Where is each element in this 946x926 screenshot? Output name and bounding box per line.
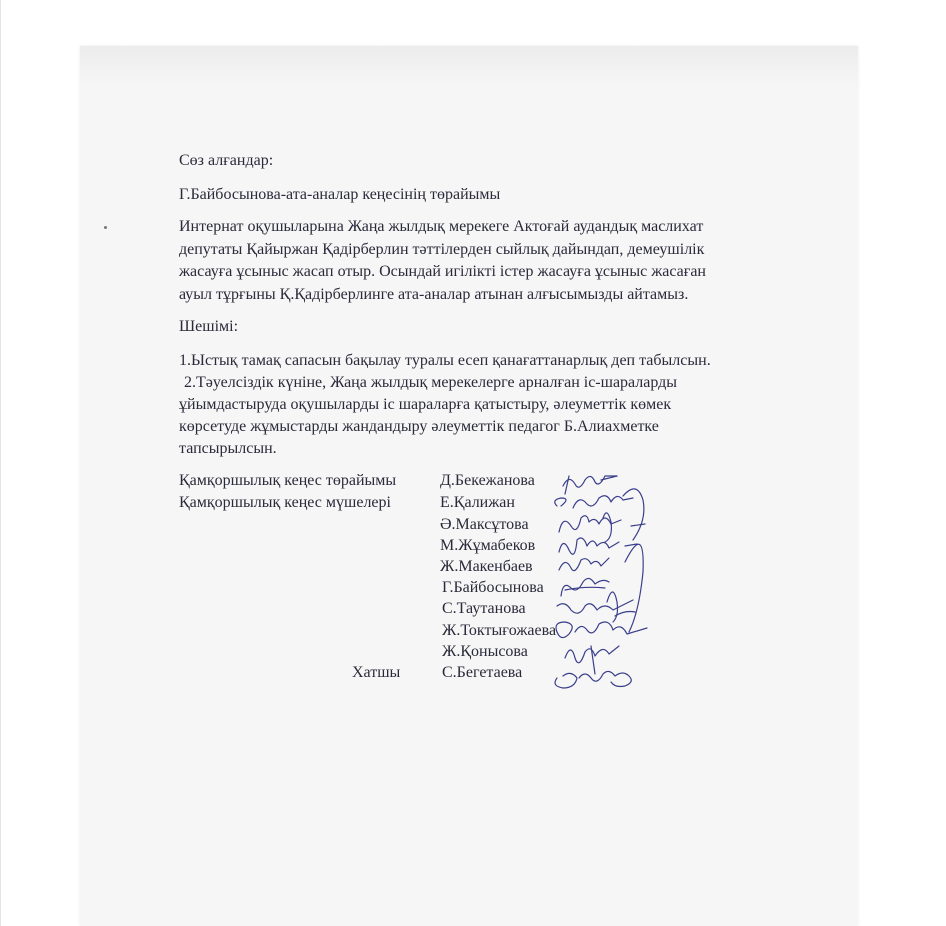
decision-line: тапсырылсын. xyxy=(179,439,277,457)
decision-line: көрсетуде жұмыстарды жандандыру әлеуметтік педагог Б.Алиахметке xyxy=(179,417,659,435)
speakers-heading: Сөз алғандар: xyxy=(179,152,274,169)
signatory-name: Ж.Қонысова xyxy=(442,643,528,660)
signatory-name: Ә.Максұтова xyxy=(440,516,529,533)
signatory-name: Ж.Макенбаев xyxy=(440,558,533,575)
signatory-name: Г.Байбосынова xyxy=(442,579,544,596)
signatory-name: Е.Қалижан xyxy=(440,494,515,511)
decision-paragraph xyxy=(179,350,819,460)
secretary-role: Хатшы xyxy=(352,664,401,681)
signatory-name: С.Таутанова xyxy=(442,600,526,617)
scan-speck xyxy=(104,226,107,229)
members-role: Қамқоршылық кеңес мүшелері xyxy=(179,494,391,511)
decision-heading: Шешімі: xyxy=(179,318,239,335)
speech-line: депутаты Қайыржан Қадірберлин тәттілерден сыйлық дайындап, демеушілік xyxy=(179,240,705,258)
speech-line: ауыл тұрғыны Қ.Қадірберлинге ата-аналар атынан алғысымызды айтамыз. xyxy=(179,285,689,303)
decision-line: 2.Тәуелсіздік күніне, Жаңа жылдық мерекелерге арналған іс-шараларды xyxy=(184,373,678,391)
speech-line: Интернат оқушыларына Жаңа жылдық мерекеге Актоғай аудандық маслихат xyxy=(179,218,704,235)
signatory-name: Д.Бекежанова xyxy=(440,472,535,489)
handwritten-signatures xyxy=(545,466,675,696)
signatory-name: С.Бегетаева xyxy=(442,664,523,681)
signatory-name: М.Жұмабеков xyxy=(440,537,536,554)
signatory-name: Ж.Токтығожаева xyxy=(442,622,557,639)
speaker-line: Г.Байбосынова-ата-аналар кеңесінің төрайымы xyxy=(179,185,501,203)
speech-paragraph xyxy=(179,216,819,306)
scan-shadow xyxy=(80,46,858,86)
document-body xyxy=(179,150,819,460)
decision-line: 1.Ыстық тамақ сапасын бақылау туралы есеп қанағаттанарлық деп табылсын. xyxy=(179,351,711,369)
chair-role: Қамқоршылық кеңес төрайымы xyxy=(179,472,397,489)
speech-line: жасауға ұсыныс жасап отыр. Осындай игілікті істер жасауға ұсыныс жасаған xyxy=(179,263,706,280)
decision-line: ұйымдастыруда оқушыларды іс шараларға қатыстыру, әлеуметтік көмек xyxy=(179,395,672,413)
